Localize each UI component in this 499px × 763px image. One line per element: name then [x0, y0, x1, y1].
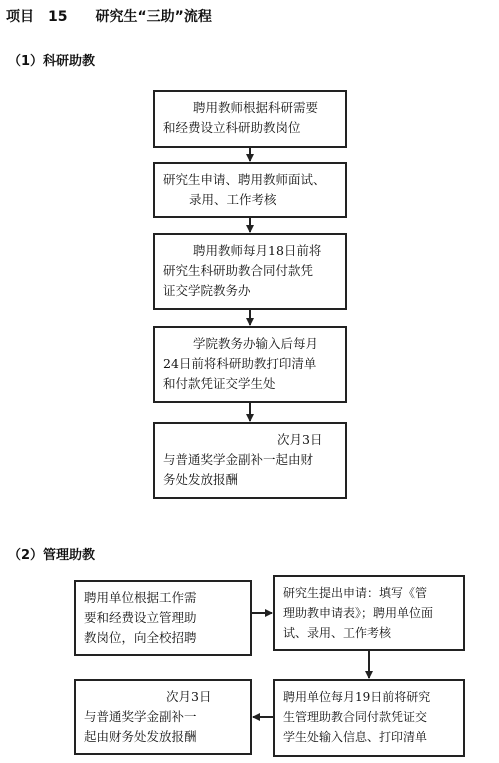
mgmt-step-1-line-3: 教岗位，向全校招聘 [84, 630, 197, 645]
mgmt-step-3-line-3: 学生处输入信息、打印清单 [283, 730, 428, 744]
mgmt-step-4-line-3: 起由财务处发放报酬 [84, 729, 197, 744]
section-heading-research-assistant: （1）科研助教 [8, 54, 96, 69]
mgmt-step-1-line-1: 聘用单位根据工作需 [84, 590, 197, 605]
mgmt-step-2-line-1: 研究生提出申请：填写《管 [283, 586, 428, 600]
flow-step-5-line-1: 次月3日 [277, 432, 323, 447]
mgmt-step-1-line-2: 要和经费设立管理助 [84, 610, 197, 625]
section-heading-management-assistant: （2）管理助教 [8, 548, 96, 563]
mgmt-step-3-line-2: 生管理助教合同付款凭证交 [283, 710, 428, 724]
mgmt-step-2-line-3: 试、录用、工作考核 [283, 626, 392, 640]
flow-step-1-line-1: 聘用教师根据科研需要 [193, 100, 319, 115]
mgmt-step-2-line-2: 理助教申请表》；聘用单位面 [283, 606, 434, 620]
flow-step-4-line-2: 24日前将科研助教打印清单 [163, 356, 317, 371]
flow-step-3-line-1: 聘用教师每月18日前将 [193, 243, 322, 258]
flow-step-4-line-1: 学院教务办输入后每月 [193, 336, 319, 351]
mgmt-step-4-line-1: 次月3日 [166, 689, 212, 704]
flow-step-1-line-2: 和经费设立科研助教岗位 [163, 120, 301, 135]
flow-step-5-line-3: 务处发放报酬 [163, 472, 239, 487]
flow-step-4-line-3: 和付款凭证交学生处 [163, 376, 276, 391]
page-title: 项目 15 研究生“三助”流程 [6, 9, 212, 25]
flow-step-5-line-2: 与普通奖学金副补一起由财 [163, 452, 314, 467]
flow-step-3-line-2: 研究生科研助教合同付款凭 [163, 263, 314, 278]
flow-step-3-line-3: 证交学院教务办 [163, 283, 251, 298]
mgmt-step-4-line-2: 与普通奖学金副补一 [84, 709, 197, 724]
flow-step-2-line-2: 录用、工作考核 [189, 192, 277, 207]
mgmt-step-3-line-1: 聘用单位每月19日前将研究 [283, 690, 431, 704]
flow-step-2-line-1: 研究生申请、聘用教师面试、 [163, 172, 326, 187]
